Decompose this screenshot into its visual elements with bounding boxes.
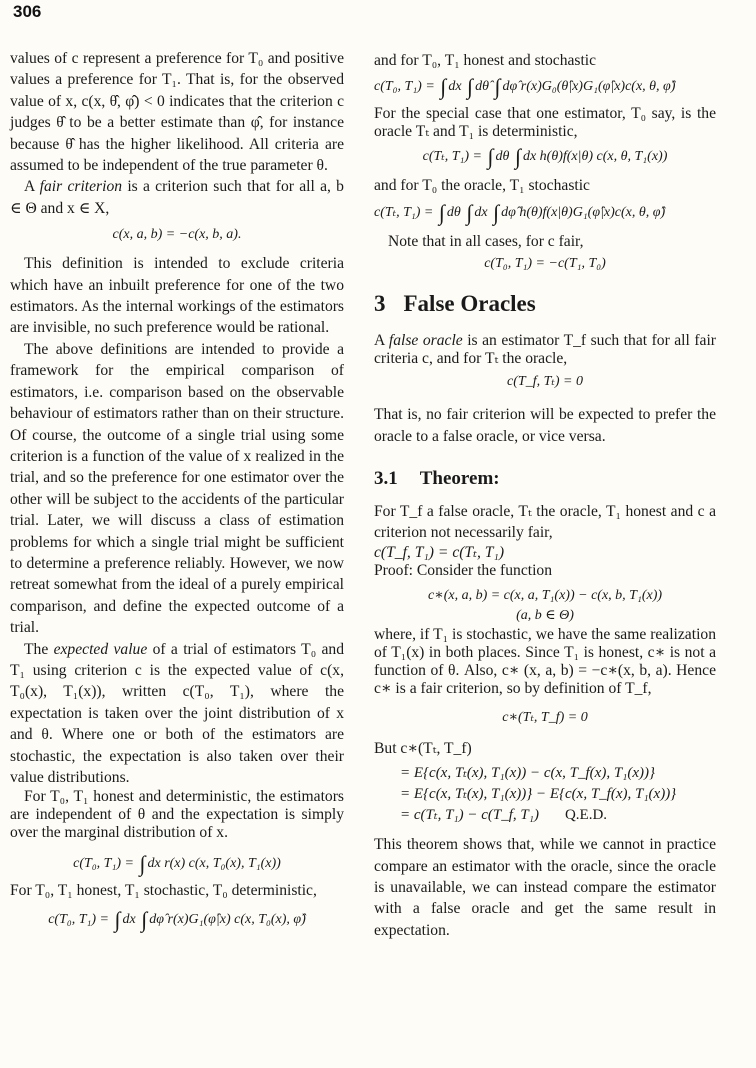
paragraph-empirical-framework: The above definitions are intended to provide a framework for the empirical comparison of estimators, i.e. comparison based on the observable behaviour of estimators rather than on their structure. Of course, the outcome of a single trial using some criterion is a function of the value of x realized in the trial, and so the preference for one estimator over the other will be subject to the accidents of the particular trial. Later, we will discuss a class of estimation problems for which a single trial might be sufficient to determine a preference reliably. However, we now retreat somewhat from the ideal of a purely empirical comparison, and define the expected outcome of a trial. [10,340,344,637]
theorem-statement: For T_f a false oracle, Tₜ the oracle, T₁ honest and c a criterion not necessarily fair, [374,503,716,542]
proof-line: = c(Tₜ, T₁) − c(T_f, T₁) [400,807,539,824]
equation-false-oracle: c(T_f, Tₜ) = 0 [507,374,583,390]
paragraph-expected-value [10,639,344,789]
equation-oracle-deterministic [374,145,716,169]
equation-both-stochastic [374,75,716,99]
equation-oracle-stochastic [374,201,716,225]
integral-sign: ∫ [487,144,494,170]
proof-line-final [400,805,716,826]
eq-lhs: c(T₀, T₁) = [48,912,113,928]
section-number: 3 [374,291,386,317]
integral-sign: ∫ [141,907,148,933]
eq-term: dx [448,79,466,95]
paragraph-but: But c∗(Tₜ, T_f) [374,739,472,757]
equation-fair-criterion: c(x, a, b) = −c(x, b, a). [112,227,242,243]
eq-lhs: c(T₀, T₁) = [73,856,138,872]
text: is an estimator T_f such that for all fair criteria c, and for Tₜ the oracle, [374,332,716,368]
eq-rhs: dx r(x) c(x, T₀(x), T₁(x)) [147,856,281,872]
term-fair-criterion: fair criterion [39,178,123,196]
paragraph-criterion-sign: values of c represent a preference for T₀ and positive values a preference for T₁. That is, for the observed value of x, c(x, θ̂, φ̂) < 0 indicates that the criterion c judges θ̂ to be a better estimate than φ̂, for instance because θ̂ has the higher likelihood. All criteria are assumed to be independent of the true parameter θ. [10,50,344,175]
equation-cstar-zero: c∗(Tₜ, T_f) = 0 [502,709,588,725]
equation-cstar: c∗(x, a, b) = c(x, a, T₁(x)) − c(x, b, T₁(x)) [427,587,663,603]
paragraph-theorem-implication: This theorem shows that, while we cannot in practice compare an estimator with the oracle, since the oracle is unavailable, we can instead compare the estimator with a false oracle and get the same result in expectation. [374,836,716,939]
proof-line: = E{c(x, Tₜ(x), T₁(x))} − E{c(x, T_f(x), T₁(x))} [400,786,677,803]
paragraph-oracle-stochastic: and for T₀ the oracle, T₁ stochastic [374,177,590,195]
right-column [374,50,716,941]
paragraph-fair-note: Note that in all cases, for c fair, [388,232,584,250]
theorem-equation: c(T_f, T₁) = c(Tₜ, T₁) [374,543,505,561]
proof-derivation [400,763,716,826]
proof-line: = E{c(x, Tₜ(x), T₁(x)) − c(x, T_f(x), T₁(x))} [400,765,656,782]
eq-term: dθ̂ [475,79,493,95]
eq-lhs: c(Tₜ, T₁) = [374,204,437,220]
eq-term: dφ̂ r(x)G₁(φ̂|x) c(x, T₀(x), φ̂) [149,912,306,928]
term-false-oracle: false oracle [388,332,463,350]
eq-term: dx h(θ)f(x|θ) c(x, θ, T₁(x)) [522,149,668,165]
subsection-title: Theorem: [419,468,500,490]
qed-mark: Q.E.D. [564,807,608,824]
text: of a trial of estimators T₀ and T₁ using criterion c is the expected value of c(x, T₀(x), T₁(x)), written c(T₀, T₁), where the expectation is taken over the joint distribution of x and θ. Where one or both of the estimators are stochastic, the expectation is also taken over their value distributions. [10,640,344,786]
integral-sign: ∫ [440,74,447,100]
eq-term: dx [474,204,492,220]
integral-sign: ∫ [493,199,500,225]
eq-term: dx [122,912,140,928]
paragraph-honest-deterministic: For T₀, T₁ honest and deterministic, the estimators are independent of θ and the expectation is simply over the marginal distribution of x. [10,788,344,842]
eq-lhs: c(Tₜ, T₁) = [422,149,486,165]
integral-sign: ∫ [514,144,521,170]
subsection-number: 3.1 [374,468,398,490]
section-heading-false-oracles [374,290,716,318]
integral-sign: ∫ [438,199,445,225]
paragraph-false-oracle-meaning: That is, no fair criterion will be expected to prefer the oracle to a false oracle, or vice versa. [374,406,716,445]
equation-antisymmetry: c(T₀, T₁) = −c(T₁, T₀) [484,256,606,272]
eq-term: dφ̂ h(θ)f(x|θ)G₁(φ̂|x)c(x, θ, φ̂) [501,204,666,220]
left-column [10,48,344,938]
eq-term: dθ [495,149,513,165]
eq-term: dφ̂ r(x)G₀(θ̂|x)G₁(φ̂|x)c(x, θ, φ̂) [502,79,676,95]
integral-sign: ∫ [466,199,473,225]
paragraph-cstar-fair: where, if T₁ is stochastic, we have the same realization of T₁(x) in both places. Since T₁ is honest, c∗ is not a function of θ. Also, c∗ (x, a, b) = −c∗(x, b, a). Hence c∗ is a fair criterion, so by definition of T_f, [374,625,716,697]
equation-one-stochastic [10,908,344,932]
eq-term: dθ [446,204,465,220]
eq-lhs: c(T₀, T₁) = [374,79,439,95]
page-number: 306 [13,2,42,21]
integral-sign: ∫ [139,851,146,877]
paragraph-definition-rationale: This definition is intended to exclude criteria which have an inbuilt preference for one of the two estimators. As the internal workings of the estimators are invisible, no such preference would be rational. [10,255,344,337]
paragraph-one-stochastic: For T₀, T₁ honest, T₁ stochastic, T₀ deterministic, [10,882,317,900]
subsection-heading-theorem [374,467,716,491]
text: A [24,178,40,196]
proof-intro: Proof: Consider the function [374,561,553,579]
integral-sign: ∫ [114,907,121,933]
paragraph-fair-criterion-definition [10,176,344,219]
integral-sign: ∫ [494,74,501,100]
paragraph-false-oracle-definition [374,332,716,368]
paragraph-both-stochastic: and for T₀, T₁ honest and stochastic [374,52,597,69]
integral-sign: ∫ [467,74,474,100]
paragraph-oracle-special-case: For the special case that one estimator, T₀ say, is the oracle Tₜ and T₁ is deterministic, [374,105,716,141]
term-expected-value: expected value [53,640,148,658]
equation-deterministic [10,852,344,876]
equation-cstar-domain: (a, b ∈ Θ) [516,607,574,623]
text: A [374,332,389,350]
text: is a criterion such that for all a, b ∈ Θ and x ∈ X, [10,178,344,217]
section-title: False Oracles [403,291,536,317]
text: The [24,640,54,658]
